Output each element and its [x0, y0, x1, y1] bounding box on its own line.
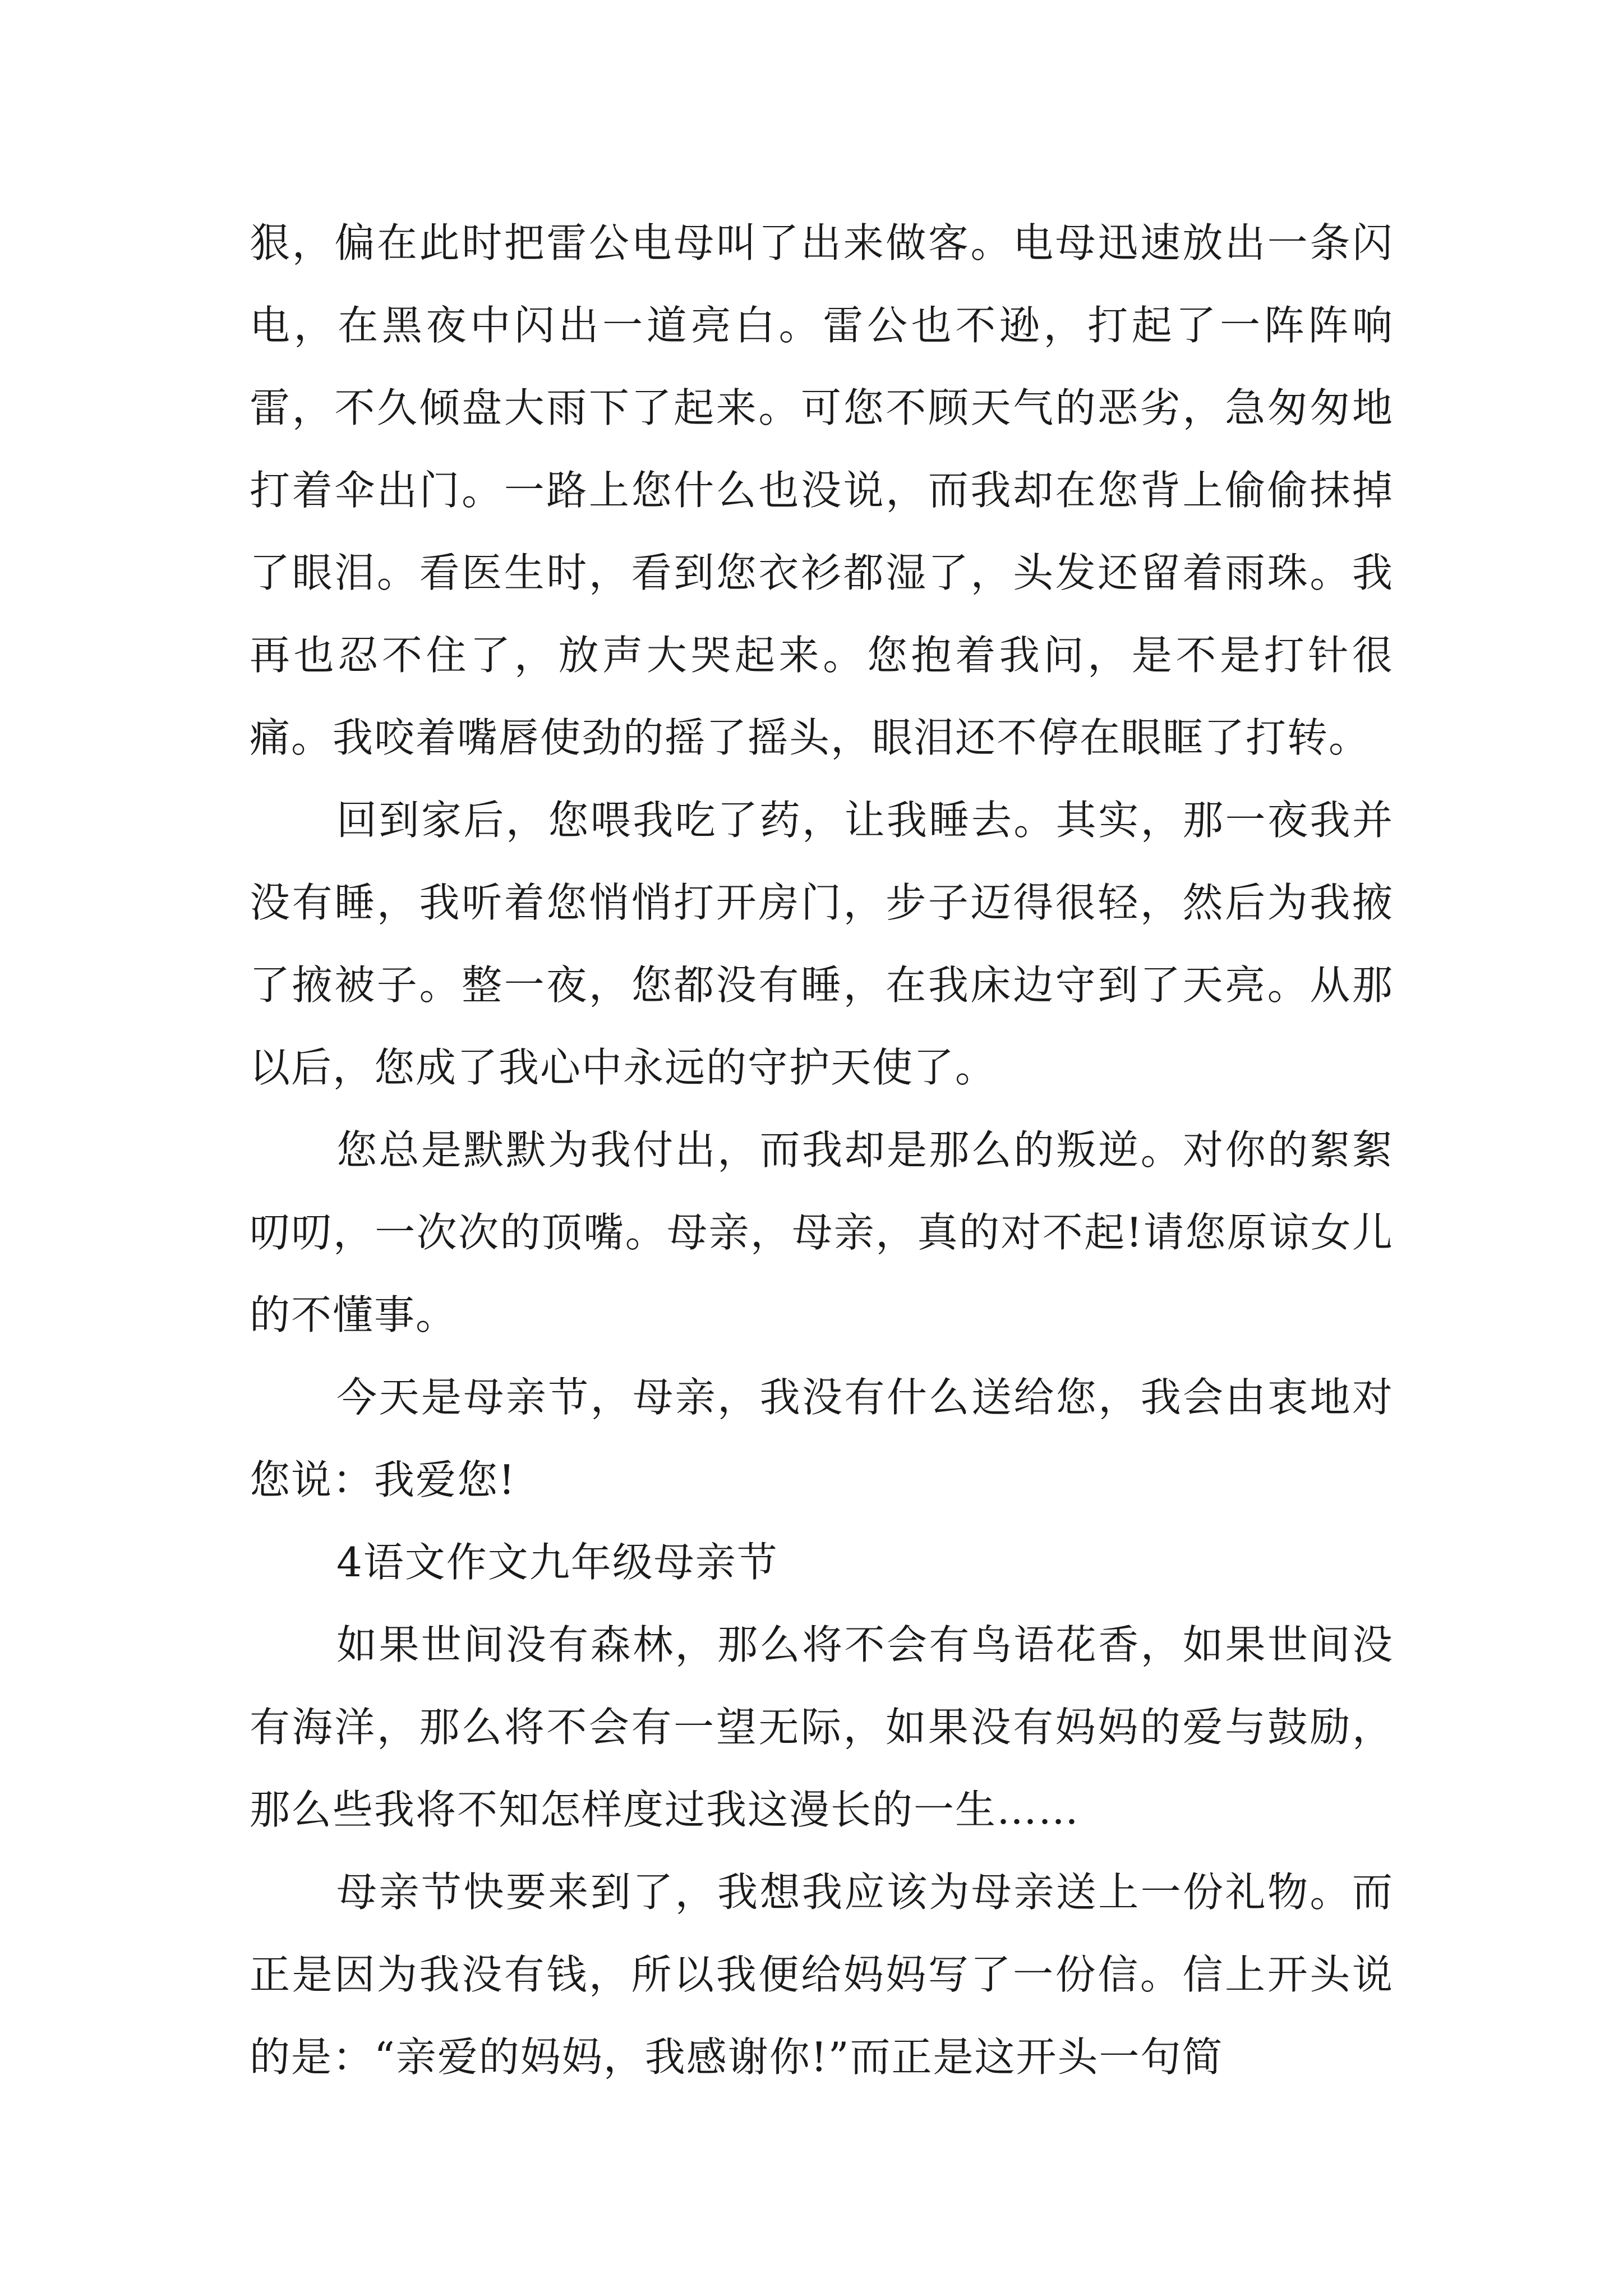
- paragraph-4: 今天是母亲节，母亲，我没有什么送给您，我会由衷地对您说：我爱您!: [250, 1374, 1394, 1503]
- document-body: [250, 202, 1394, 2099]
- paragraph-5: 如果世间没有森林，那么将不会有鸟语花香，如果世间没有海洋，那么将不会有一望无际，如果没有妈妈的爱与鼓励，那么些我将不知怎样度过我这漫长的一生……: [250, 1621, 1394, 1833]
- paragraph-3: 您总是默默为我付出，而我却是那么的叛逆。对你的絮絮叨叨，一次次的顶嘴。母亲，母亲，真的对不起!请您原谅女儿的不懂事。: [250, 1126, 1394, 1338]
- section-heading: 4语文作文九年级母亲节: [336, 1539, 778, 1586]
- paragraph-6: 母亲节快要来到了，我想我应该为母亲送上一份礼物。而正是因为我没有钱，所以我便给妈妈写了一份信。信上开头说的是：“亲爱的妈妈，我感谢你!”而正是这开头一句简: [250, 1869, 1394, 2081]
- paragraph-2: 回到家后，您喂我吃了药，让我睡去。其实，那一夜我并没有睡，我听着您悄悄打开房门，步子迈得很轻，然后为我掖了掖被子。整一夜，您都没有睡，在我床边守到了天亮。从那以后，您成了我心中永远的守护天使了。: [250, 797, 1394, 1091]
- paragraph-1: 狠，偏在此时把雷公电母叫了出来做客。电母迅速放出一条闪电，在黑夜中闪出一道亮白。雷公也不逊，打起了一阵阵响雷，不久倾盘大雨下了起来。可您不顾天气的恶劣，急匆匆地打着伞出门。一路上您什么也没说，而我却在您背上偷偷抹掉了眼泪。看医生时，看到您衣衫都湿了，头发还留着雨珠。我再也忍不住了，放声大哭起来。您抱着我问，是不是打针很痛。我咬着嘴唇使劲的摇了摇头，眼泪还不停在眼眶了打转。: [250, 219, 1394, 761]
